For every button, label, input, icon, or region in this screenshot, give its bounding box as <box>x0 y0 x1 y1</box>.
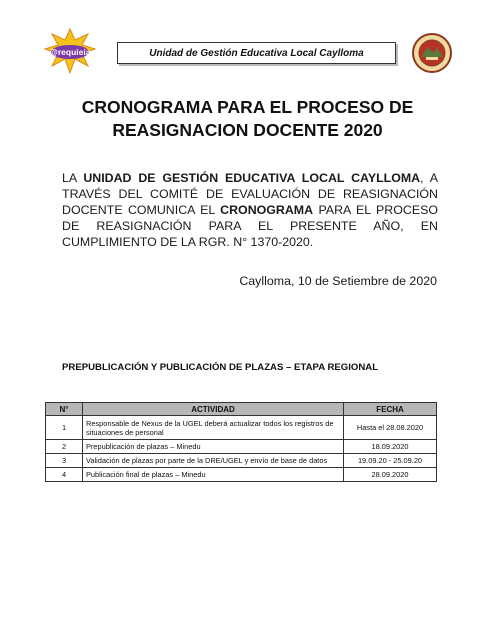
header-fecha: FECHA <box>344 403 437 416</box>
table-row <box>46 416 437 440</box>
para-text-2: , A TRAVÉS DEL COMITÉ DE EVALUACIÓN DE REASIGNACIÓN DOCENTE COMUNICA EL <box>62 171 438 217</box>
unit-name: Unidad de Gestión Educativa Local Caylloma <box>149 47 364 59</box>
row-num: 3 <box>46 454 83 468</box>
document-title <box>60 96 435 142</box>
title-line-2: REASIGNACION DOCENTE 2020 <box>112 120 383 140</box>
announcement-paragraph <box>62 170 438 250</box>
table-row <box>46 440 437 454</box>
header-actividad: ACTIVIDAD <box>83 403 344 416</box>
row-num: 2 <box>46 440 83 454</box>
row-fecha: Hasta el 28.08.2020 <box>344 416 437 440</box>
table-row <box>46 468 437 482</box>
schedule-table <box>45 402 437 482</box>
para-text-1: LA <box>62 171 84 185</box>
logo-wordmark: @requieia <box>49 47 91 57</box>
header-num: N° <box>46 403 83 416</box>
para-text-3: PARA EL PROCESO DE REASIGNACIÓN PARA EL PRESENTE AÑO, EN CUMPLIMIENTO DE LA RGR. N° 1370-2020. <box>62 203 438 249</box>
header-banner <box>117 42 396 64</box>
ugel-seal-icon <box>412 33 452 73</box>
row-num: 1 <box>46 416 83 440</box>
perulee-logo <box>44 28 96 74</box>
table-header-row <box>46 403 437 416</box>
row-actividad: Responsable de Nexus de la UGEL deberá actualizar todos los registros de situaciones de personal <box>83 416 344 440</box>
para-bold-unit: UNIDAD DE GESTIÓN EDUCATIVA LOCAL CAYLLOMA <box>83 171 421 185</box>
row-fecha: 19.09.20 - 25.09.20 <box>344 454 437 468</box>
row-actividad: Prepublicación de plazas – Minedu <box>83 440 344 454</box>
row-actividad: Publicación final de plazas – Minedu <box>83 468 344 482</box>
row-fecha: 18.09.2020 <box>344 440 437 454</box>
section-title: PREPUBLICACIÓN Y PUBLICACIÓN DE PLAZAS – ETAPA REGIONAL <box>62 362 379 373</box>
row-num: 4 <box>46 468 83 482</box>
row-actividad: Validación de plazas por parte de la DRE/UGEL y envío de base de datos <box>83 454 344 468</box>
row-fecha: 28.09.2020 <box>344 468 437 482</box>
title-line-1: CRONOGRAMA PARA EL PROCESO DE <box>81 97 414 117</box>
para-bold-cronograma: CRONOGRAMA <box>220 203 314 217</box>
table-row <box>46 454 437 468</box>
document-date: Caylloma, 10 de Setiembre de 2020 <box>239 274 437 288</box>
